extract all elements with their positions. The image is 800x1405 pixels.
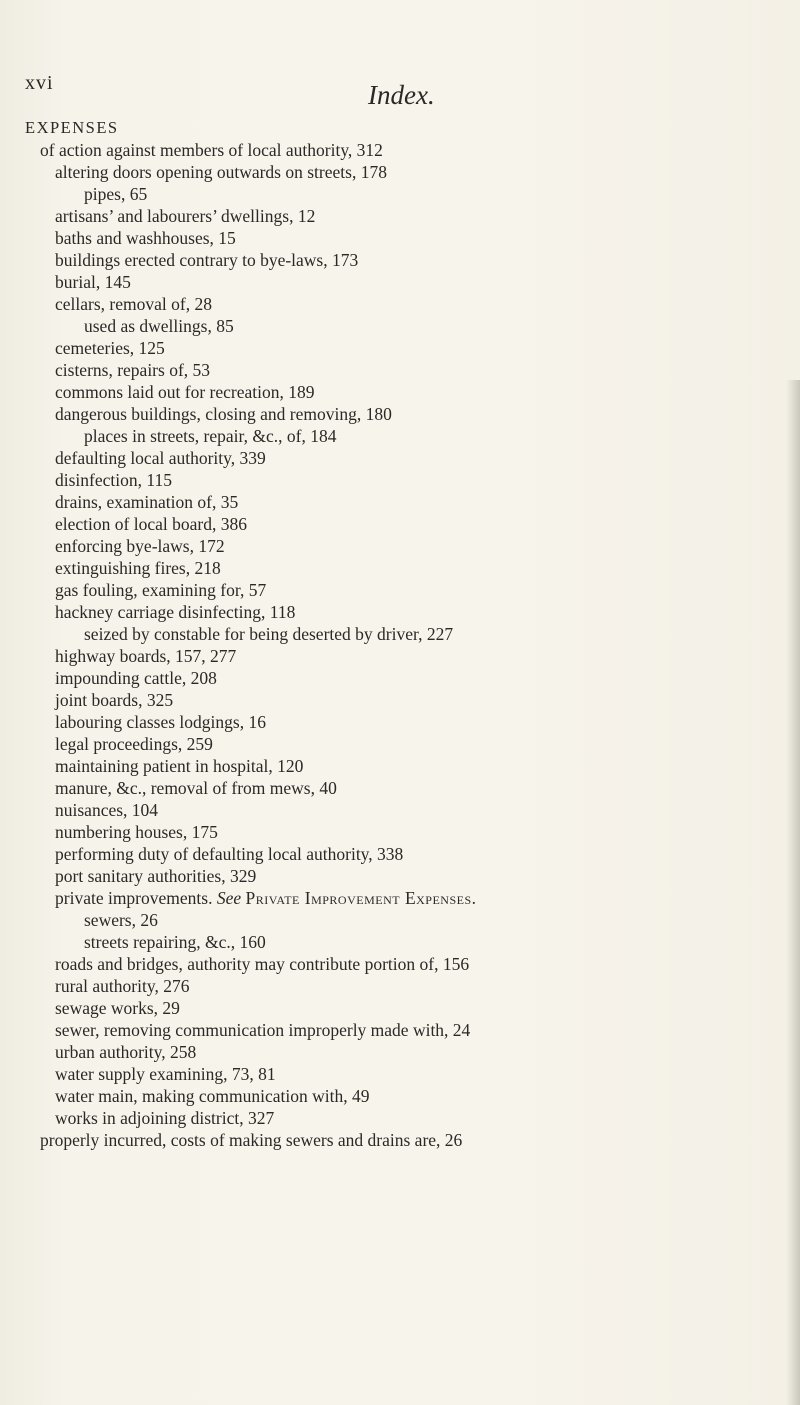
index-entry: impounding cattle, 208 bbox=[55, 668, 217, 688]
index-entry: pipes, 65 bbox=[84, 184, 148, 204]
index-entry: enforcing bye-laws, 172 bbox=[55, 536, 225, 556]
index-entry: cisterns, repairs of, 53 bbox=[55, 360, 211, 380]
index-entry: works in adjoining district, 327 bbox=[55, 1108, 275, 1128]
index-entry: used as dwellings, 85 bbox=[84, 316, 234, 336]
running-head: Index. bbox=[368, 80, 435, 110]
index-entry: water supply examining, 73, 81 bbox=[55, 1064, 276, 1084]
index-entry: buildings erected contrary to bye-laws, 173 bbox=[55, 250, 359, 270]
index-entry: of action against members of local authority, 312 bbox=[40, 140, 383, 160]
index-entry: sewage works, 29 bbox=[55, 998, 180, 1018]
index-entry: sewers, 26 bbox=[84, 910, 158, 930]
index-entry: nuisances, 104 bbox=[55, 800, 159, 820]
index-entry: numbering houses, 175 bbox=[55, 822, 218, 842]
index-entry: gas fouling, examining for, 57 bbox=[55, 580, 267, 600]
index-entry: hackney carriage disinfecting, 118 bbox=[55, 602, 296, 622]
index-entry: election of local board, 386 bbox=[55, 514, 247, 534]
index-entry: drains, examination of, 35 bbox=[55, 492, 239, 512]
index-entry: roads and bridges, authority may contribute portion of, 156 bbox=[55, 954, 470, 974]
index-entry: burial, 145 bbox=[55, 272, 131, 292]
index-entry: rural authority, 276 bbox=[55, 976, 190, 996]
index-entry: altering doors opening outwards on streets, 178 bbox=[55, 162, 387, 182]
index-entry: defaulting local authority, 339 bbox=[55, 448, 266, 468]
index-entry: highway boards, 157, 277 bbox=[55, 646, 237, 666]
index-entry: sewer, removing communication improperly made with, 24 bbox=[55, 1020, 471, 1040]
index-entry-see-reference bbox=[55, 888, 477, 908]
index-entry: manure, &c., removal of from mews, 40 bbox=[55, 778, 337, 798]
index-entry: labouring classes lodgings, 16 bbox=[55, 712, 266, 732]
see-label: See bbox=[216, 888, 242, 908]
index-entry: streets repairing, &c., 160 bbox=[84, 932, 266, 952]
index-entry: urban authority, 258 bbox=[55, 1042, 197, 1062]
index-entry: cemeteries, 125 bbox=[55, 338, 165, 358]
index-entry: maintaining patient in hospital, 120 bbox=[55, 756, 304, 776]
index-entry: cellars, removal of, 28 bbox=[55, 294, 212, 314]
index-heading: EXPENSES bbox=[25, 118, 119, 137]
index-entry: properly incurred, costs of making sewers and drains are, 26 bbox=[40, 1130, 463, 1150]
index-entry: water main, making communication with, 49 bbox=[55, 1086, 370, 1106]
index-entry: baths and washhouses, 15 bbox=[55, 228, 236, 248]
index-entry: disinfection, 115 bbox=[55, 470, 172, 490]
index-entry: performing duty of defaulting local authority, 338 bbox=[55, 844, 404, 864]
page-edge-shadow bbox=[786, 380, 800, 1405]
see-target: Private Improvement Expenses. bbox=[245, 888, 477, 908]
index-entry: joint boards, 325 bbox=[55, 690, 174, 710]
index-entry-text: private improvements. bbox=[55, 888, 213, 908]
index-entry: commons laid out for recreation, 189 bbox=[55, 382, 315, 402]
index-entry: artisans’ and labourers’ dwellings, 12 bbox=[55, 206, 316, 226]
index-entry: port sanitary authorities, 329 bbox=[55, 866, 257, 886]
page-number: xvi bbox=[25, 72, 54, 94]
index-entry: extinguishing fires, 218 bbox=[55, 558, 221, 578]
index-entry: places in streets, repair, &c., of, 184 bbox=[84, 426, 337, 446]
index-entry: dangerous buildings, closing and removing, 180 bbox=[55, 404, 392, 424]
index-entry: legal proceedings, 259 bbox=[55, 734, 213, 754]
index-entry: seized by constable for being deserted by driver, 227 bbox=[84, 624, 454, 644]
